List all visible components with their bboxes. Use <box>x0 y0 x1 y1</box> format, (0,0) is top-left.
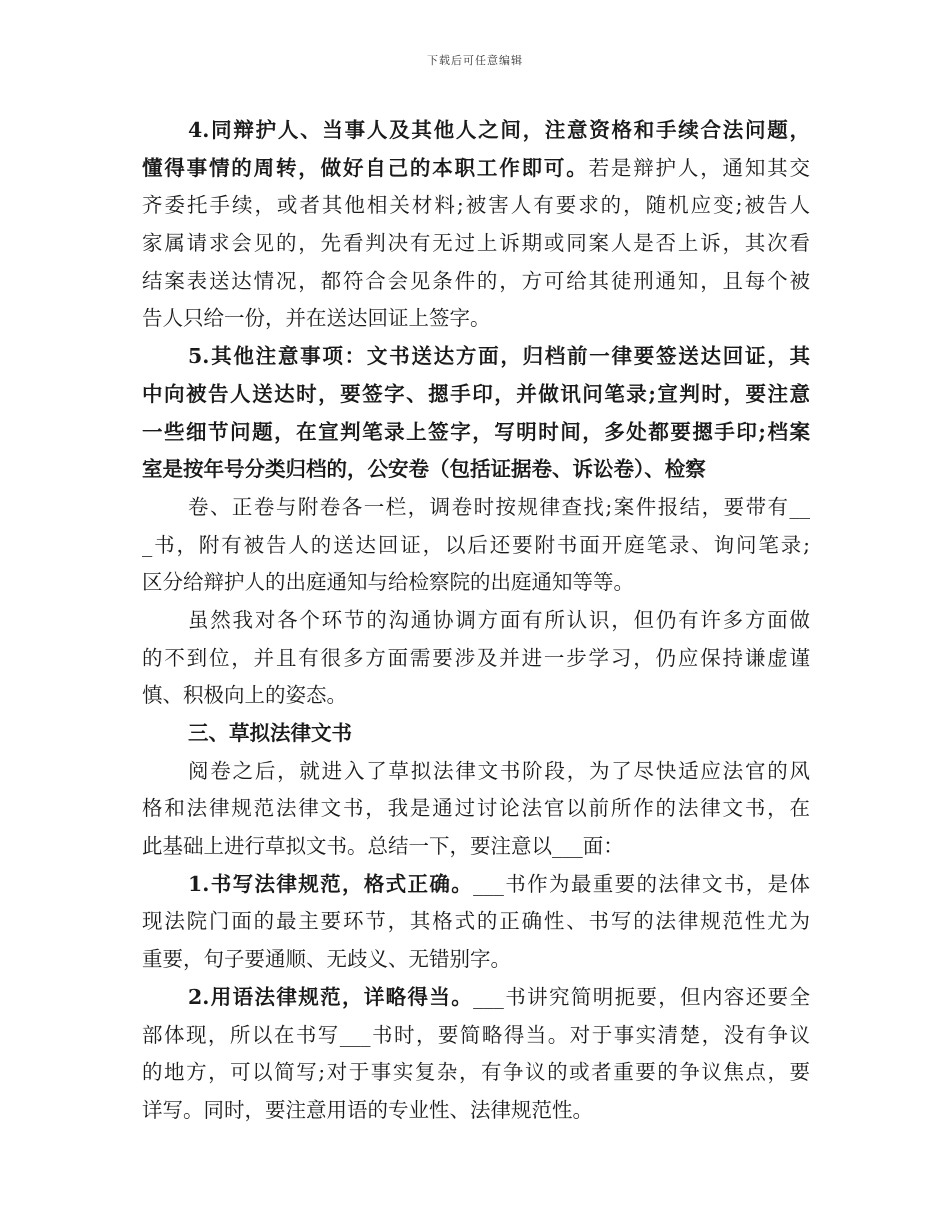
text-line: 阅卷之后，就进入了草拟法律文书阶段，为了尽快适应法官的风 <box>188 758 810 783</box>
text-line: _书，附有被告人的送达回证，以后还要附书面开庭笔录、询问笔录; <box>142 532 810 557</box>
bold-phrase: 懂得事情的周转，做好自己的本职工作即可。 <box>142 155 589 180</box>
text-line: 齐委托手续，或者其他相关材料;被害人有要求的，随机应变;被告人 <box>142 193 810 218</box>
paragraph-reflection <box>142 602 810 715</box>
text-line: 详写。同时，要注意用语的专业性、法律规范性。 <box>142 1097 593 1122</box>
paragraph-5 <box>142 338 810 489</box>
text-line: 现法院门面的最主要环节，其格式的正确性、书写的法律规范性尤为 <box>142 909 810 934</box>
text-line: 区分给辩护人的出庭通知与给检察院的出庭通知等等。 <box>142 570 634 595</box>
text-line: 家属请求会见的，先看判决有无过上诉期或同案人是否上诉，其次看 <box>142 231 810 256</box>
text-line: 虽然我对各个环节的沟通协调方面有所认识，但仍有许多方面做 <box>188 607 810 632</box>
paragraph-drafting-intro <box>142 753 810 866</box>
text-run: ___书讲究简明扼要，但内容还要全 <box>473 984 810 1009</box>
text-line: 中向被告人送达时，要签字、摁手印，并做讯问笔录;宣判时，要注意 <box>142 381 810 406</box>
text-line <box>142 866 810 904</box>
text-line <box>142 150 810 188</box>
text-line: 结案表送达情况，都符合会见条件的，方可给其徒刑通知，且每个被 <box>142 268 810 293</box>
text-line: 此基础上进行草拟文书。总结一下，要注意以___面： <box>142 834 624 859</box>
text-line: 卷、正卷与附卷各一栏，调卷时按规律查找;案件报结，要带有__ <box>188 494 810 519</box>
text-line: 的地方，可以简写;对于事实复杂，有争议的或者重要的争议焦点，要 <box>142 1060 810 1085</box>
text-line: 4.同辩护人、当事人及其他人之间，注意资格和手续合法问题， <box>188 118 810 142</box>
text-line: 部体现，所以在书写___书时，要简略得当。对于事实清楚，没有争议 <box>142 1022 810 1047</box>
text-line: 慎、积极向上的姿态。 <box>142 683 347 708</box>
text-line: 格和法律规范法律文书，我是通过讨论法官以前所作的法律文书，在 <box>142 796 810 821</box>
text-line <box>142 979 810 1017</box>
text-line: 告人只给一份，并在送达回证上签字。 <box>142 306 491 331</box>
section-heading: 三、草拟法律文书 <box>188 721 352 745</box>
text-line: 的不到位，并且有很多方面需要涉及并进一步学习，仍应保持谦虚谨 <box>142 645 810 670</box>
text-line: 一些细节问题，在宣判笔录上签字，写明时间，多处都要摁手印;档案 <box>142 419 810 444</box>
text-run: ___书作为最重要的法律文书，是体 <box>473 871 810 896</box>
text-line: 室是按年号分类归档的，公安卷（包括证据卷、诉讼卷）、检察 <box>142 457 706 482</box>
document-body <box>142 112 810 1130</box>
paragraph-4 <box>142 112 810 338</box>
text-line: 重要，句子要通顺、无歧义、无错别字。 <box>142 947 511 972</box>
page-header: 下载后可任意编辑 <box>427 54 523 67</box>
bold-phrase: 2.用语法律规范，详略得当。 <box>188 984 474 1009</box>
paragraph-item-1 <box>142 866 810 979</box>
bold-phrase: 1.书写法律规范，格式正确。 <box>188 871 474 896</box>
text-run: 若是辩护人，通知其交 <box>588 155 810 180</box>
paragraph-archive <box>142 489 810 602</box>
text-line: 5.其他注意事项：文书送达方面，归档前一律要签送达回证，其 <box>188 344 810 369</box>
paragraph-item-2 <box>142 979 810 1130</box>
